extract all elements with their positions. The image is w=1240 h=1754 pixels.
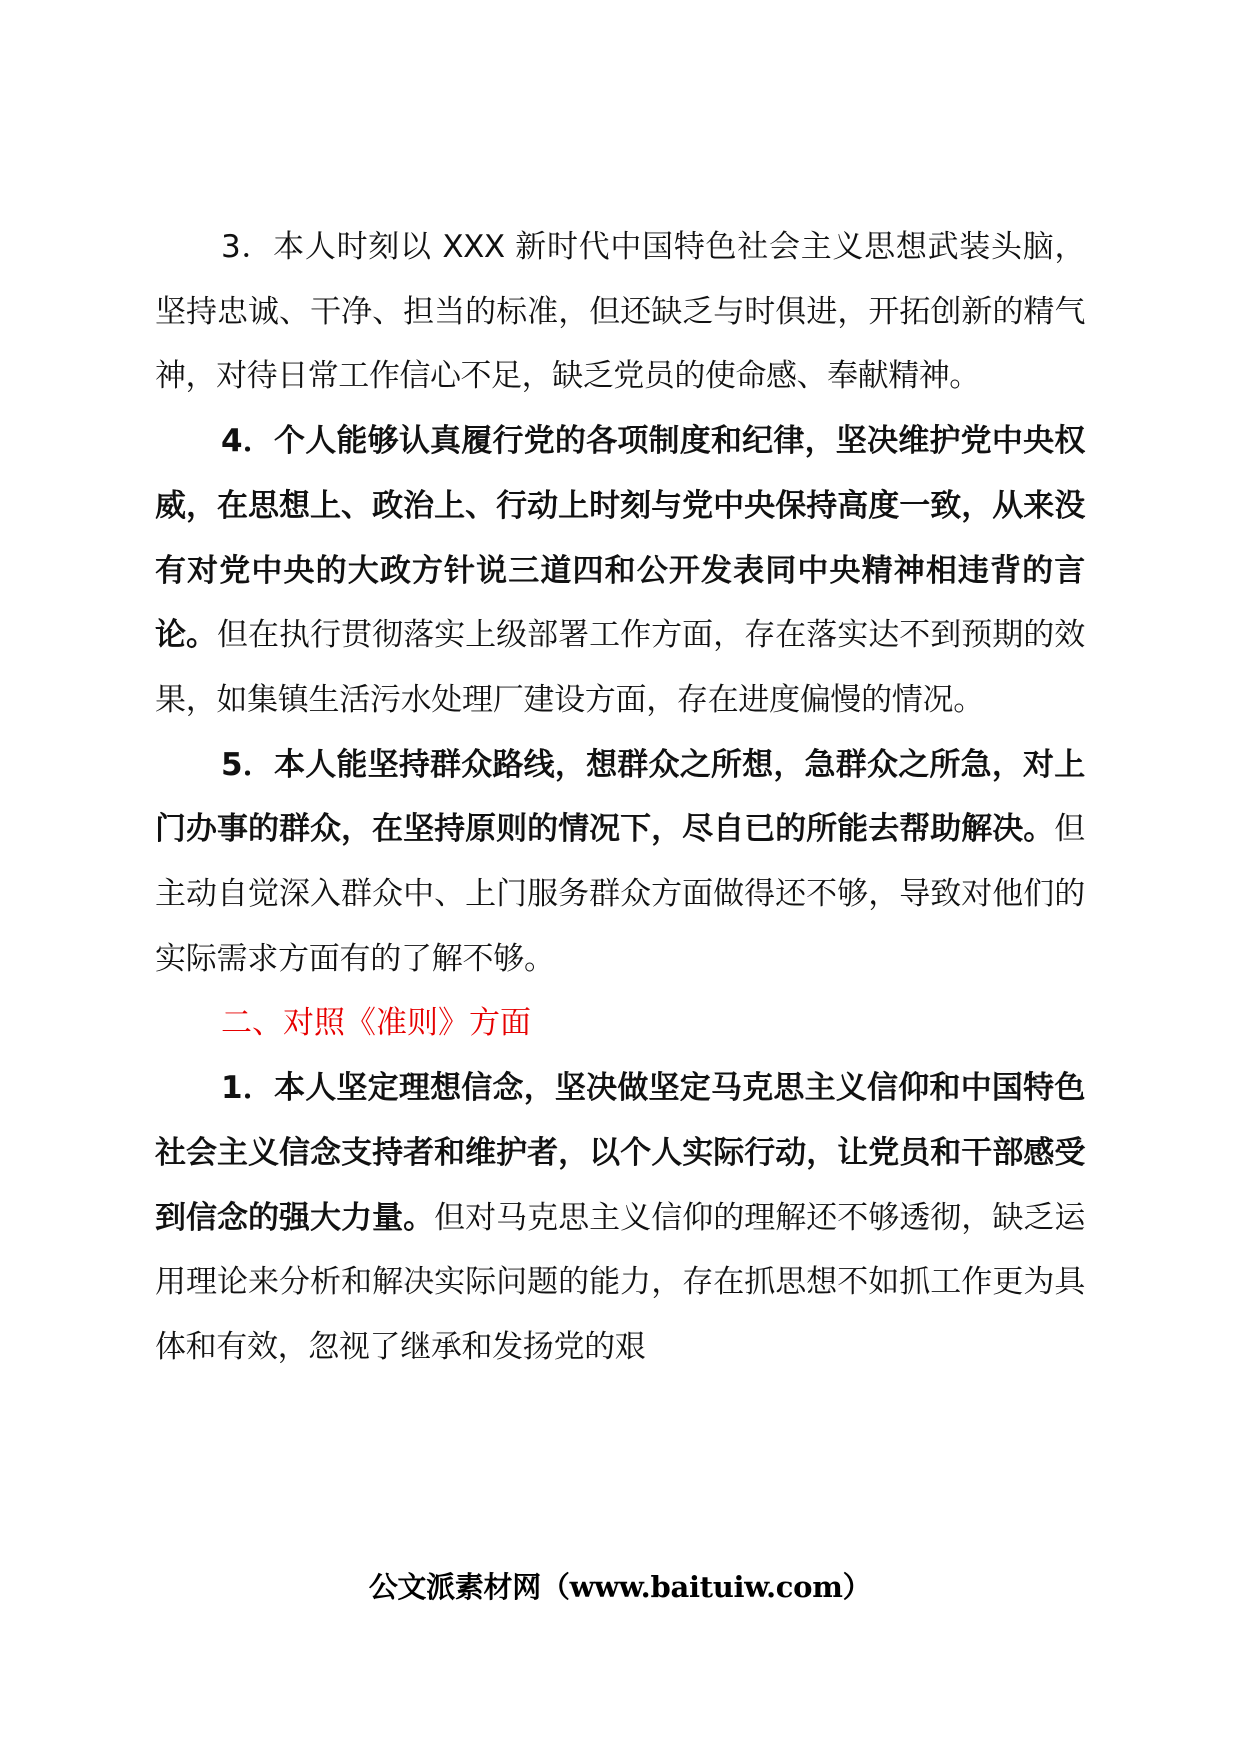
document-body [155,215,1085,1380]
paragraph-text: 但在执行贯彻落实上级部署工作方面，存在落实达不到预期的效果，如集镇生活污水处理厂建设方面，存在进度偏慢的情况。 [155,617,1085,718]
paragraph-item-3 [155,215,1085,409]
paragraph-bold-text: 5．本人能坚持群众路线，想群众之所想，急群众之所急，对上门办事的群众，在坚持原则的情况下，尽自已的所能去帮助解决。 [155,746,1085,848]
footer-watermark: 公文派素材网（www.baituiw.com） [368,1570,872,1604]
paragraph-text: 但对马克思主义信仰的理解还不够透彻，缺乏运用理论来分析和解决实际问题的能力，存在抓思想不如抓工作更为具体和有效，忽视了继承和发扬党的艰 [155,1199,1085,1365]
paragraph-item-5 [155,733,1085,992]
paragraph-text: 但主动自觉深入群众中、上门服务群众方面做得还不够，导致对他们的实际需求方面有的了解不够。 [155,811,1085,977]
section-heading: 二、对照《准则》方面 [221,1005,531,1042]
paragraph-bold-text: 1．本人坚定理想信念，坚决做坚定马克思主义信仰和中国特色社会主义信念支持者和维护者，以个人实际行动，让党员和干部感受到信念的强大力量。 [155,1070,1085,1236]
paragraph-bold-text: 4．个人能够认真履行党的各项制度和纪律，坚决维护党中央权威，在思想上、政治上、行动上时刻与党中央保持高度一致，从来没有对党中央的大政方针说三道四和公开发表同中央精神相违背的言论。 [155,423,1085,654]
paragraph-item-criteria-1 [155,1056,1085,1380]
paragraph-item-4 [155,409,1085,733]
paragraph-text: 3．本人时刻以 XXX 新时代中国特色社会主义思想武装头脑，坚持忠诚、干净、担当的标准，但还缺乏与时俱进，开拓创新的精气神，对待日常工作信心不足，缺乏党员的使命感、奉献精神。 [155,229,1085,395]
